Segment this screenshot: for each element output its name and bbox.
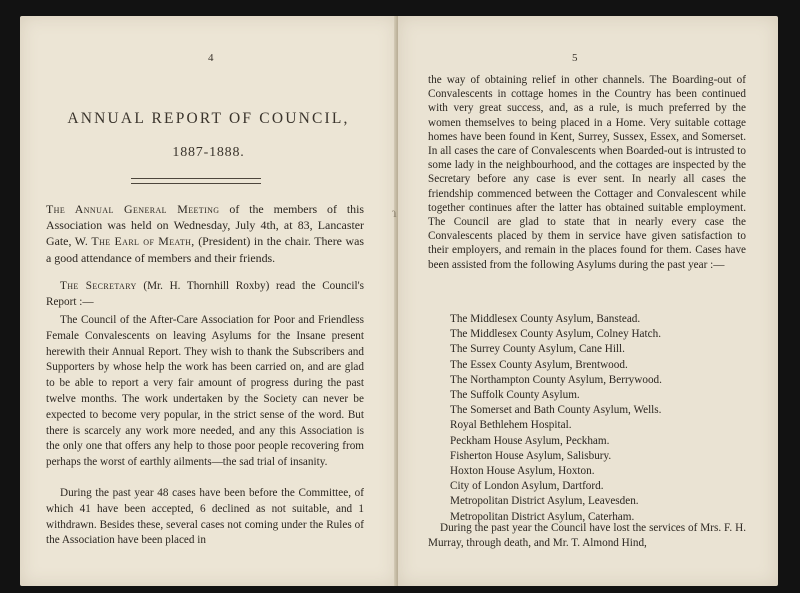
asylum-list-item: City of London Asylum, Dartford. [450,480,604,493]
asylum-list-item: Fisherton House Asylum, Salisbury. [450,449,612,462]
asylum-list-item: The Surrey County Asylum, Cane Hill. [450,343,625,356]
meeting-lead: The Annual General Meeting [46,202,220,216]
cases-paragraph: During the past year 48 cases have been before the Committee, of which 41 have been accepted, 6 declined as not suitable, and 1 withdrawn. Besides these, several cases not coming under the Rules of the Association have been placed in [46,487,364,547]
asylum-list-item: Metropolitan District Asylum, Caterham. [450,510,635,523]
asylum-list [450,312,740,525]
meeting-attendance: (President) in the chair. There was a good attendance of members and their friends. [46,234,364,265]
secretary-paragraph [46,279,364,311]
asylum-list-item: The Middlesex County Asylum, Colney Hatch. [450,328,661,341]
asylum-list-item: The Suffolk County Asylum. [450,389,580,402]
binding-thread-mark: ɿ [392,206,397,221]
asylum-list-item: The Essex County Asylum, Brentwood. [450,358,628,371]
title-double-rule [131,178,261,184]
asylum-list-item: The Middlesex County Asylum, Banstead. [450,313,641,325]
right-page-number: 5 [572,52,578,64]
asylum-list-item: Peckham House Asylum, Peckham. [450,434,610,447]
council-report-paragraph: The Council of the After-Care Association for Poor and Friendless Female Convalescents on leaving Asylums for the Insane present herewith their Annual Report. They wish to thank the Subscribers and Supporters by whose help the work has been carried on, and are glad to be able to report a very fair amount of progress during the past twelve months. The work undertaken by the Society can never be expected to become very popular, in the strict sense of the word. But there is scarcely any work more needed, and any this Association is the only one that offers any help to those poor people recovering from perhaps the worst of earthly ailments—the sad trial of insanity. [46,314,364,469]
meeting-details: of the members of this Association was held on Wednesday, July 4th, at 83, Lancaster Gate, W. [46,202,365,249]
left-page [20,16,397,586]
meeting-paragraph [46,201,364,266]
closing-paragraph: During the past year the Council have lost the services of Mrs. F. H. Murray, through death, and Mr. T. Almond Hind, [428,522,746,550]
secretary-text: (Mr. H. Thornhill Roxby) read the Council's Report :— [46,280,364,308]
asylum-list-item: Royal Bethlehem Hospital. [450,419,572,432]
boarding-out-paragraph: the way of obtaining relief in other channels. The Boarding-out of Convalescents in cottage homes in the Country has been continued with very great success, and, as a rule, is much preferred by the women themselves to being placed in a Home. Very suitable cottage homes have been found in Kent, Surrey, Sussex, Essex, and Somerset. In all cases the care of Convalescents when Boarded-out is intrusted to some lady in the neighbourhood, and the cottages are inspected by the Secretary before any case is ever sent. In nearly all cases the friendship commenced between the Cottager and Convalescent while together continues after the latter has obtained suitable employment. The Council are glad to state that in nearly every case the Convalescents placed by them in service have given satisfaction to their employers, and remain in the places found for them. Cases have been assisted from the following Asylums during the past year :— [428,74,746,271]
earl-name: The Earl of Meath, [91,234,195,249]
report-title: ANNUAL REPORT OF COUNCIL, [67,110,350,127]
secretary-lead: The Secretary [60,280,137,292]
report-years: 1887-1888. [172,145,245,160]
right-page [398,16,778,586]
left-page-number: 4 [208,52,214,64]
asylum-list-item: The Northampton County Asylum, Berrywood. [450,373,662,386]
asylum-list-item: Hoxton House Asylum, Hoxton. [450,465,595,478]
asylum-list-item: Metropolitan District Asylum, Leavesden. [450,495,639,508]
asylum-list-item: The Somerset and Bath County Asylum, Wells. [450,404,662,417]
